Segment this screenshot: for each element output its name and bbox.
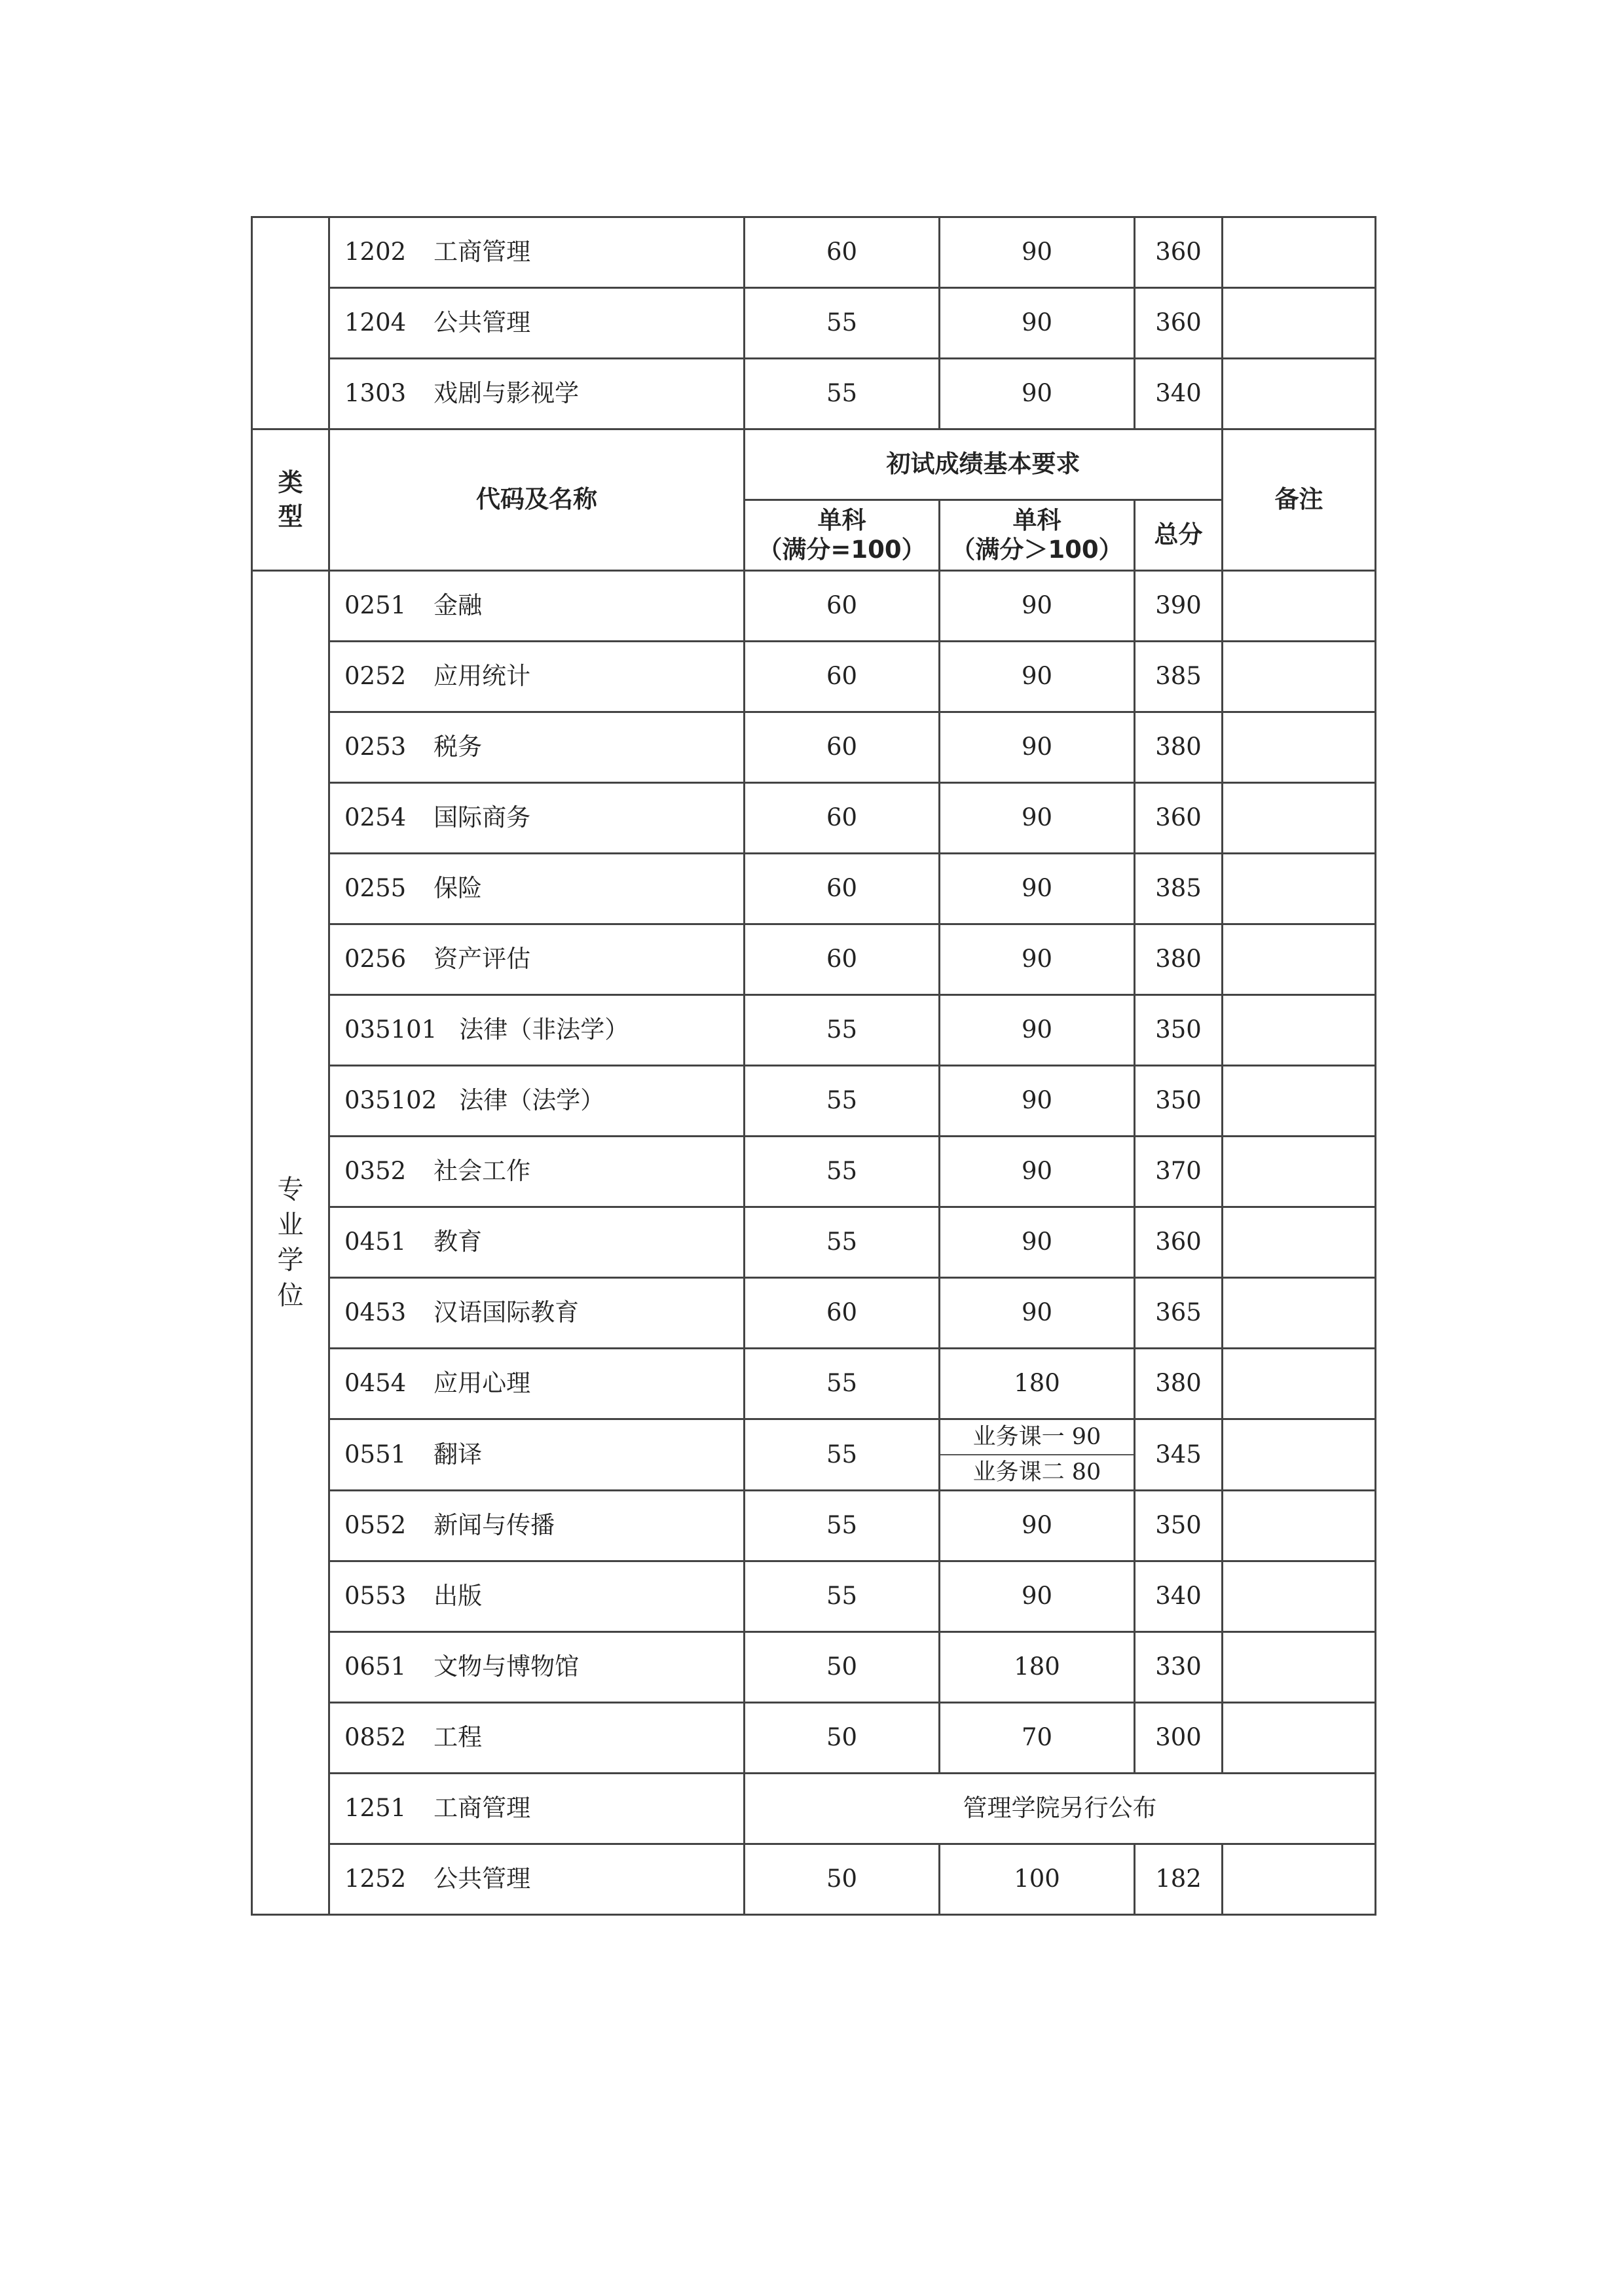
remarks-cell	[1223, 1844, 1376, 1915]
score-single-gt100: 180	[940, 1632, 1135, 1703]
score-single-gt100: 90	[940, 1066, 1135, 1137]
score-total: 390	[1135, 571, 1223, 642]
score-single-gt100: 90	[940, 1207, 1135, 1278]
program-code: 1251	[344, 1794, 407, 1823]
program-name: 新闻与传播	[434, 1511, 555, 1540]
remarks-cell	[1223, 1207, 1376, 1278]
table-row	[252, 924, 1376, 995]
program-name-cell	[329, 1774, 745, 1844]
header-remarks: 备注	[1223, 429, 1376, 571]
score-single-100: 60	[745, 783, 940, 854]
score-total: 380	[1135, 712, 1223, 783]
remarks-cell	[1223, 217, 1376, 288]
score-single-gt100: 90	[940, 1278, 1135, 1349]
score-single-gt100: 90	[940, 288, 1135, 359]
program-name: 汉语国际教育	[434, 1298, 580, 1327]
program-name: 工商管理	[434, 238, 531, 266]
table-row	[252, 1278, 1376, 1349]
score-single-gt100: 90	[940, 995, 1135, 1066]
score-total: 340	[1135, 1561, 1223, 1632]
score-single-100: 55	[745, 1419, 940, 1491]
program-code: 0254	[344, 803, 407, 832]
score-single-100: 55	[745, 1491, 940, 1561]
score-single-100: 55	[745, 359, 940, 429]
program-name: 资产评估	[434, 945, 531, 974]
remarks-cell	[1223, 1137, 1376, 1207]
score-total: 385	[1135, 854, 1223, 924]
program-name: 文物与博物馆	[434, 1652, 580, 1681]
program-name: 法律（非法学）	[459, 1015, 629, 1044]
score-single-gt100: 90	[940, 642, 1135, 712]
score-single-gt100: 90	[940, 359, 1135, 429]
program-code: 0256	[344, 945, 407, 974]
header-code-name: 代码及名称	[329, 429, 745, 571]
score-single-gt100: 90	[940, 783, 1135, 854]
table-row	[252, 571, 1376, 642]
score-single-gt100: 90	[940, 924, 1135, 995]
score-single-100: 55	[745, 1066, 940, 1137]
program-name-cell	[329, 1349, 745, 1419]
header-total: 总分	[1135, 500, 1223, 571]
remarks-cell	[1223, 995, 1376, 1066]
program-name-cell	[329, 1207, 745, 1278]
score-total: 350	[1135, 1491, 1223, 1561]
table-row	[252, 1419, 1376, 1491]
score-single-100: 60	[745, 854, 940, 924]
score-single-100: 60	[745, 1278, 940, 1349]
program-name-cell	[329, 854, 745, 924]
table-row	[252, 1066, 1376, 1137]
table-row	[252, 1632, 1376, 1703]
program-code: 035101	[344, 1015, 437, 1044]
program-name: 工商管理	[434, 1794, 531, 1823]
score-total: 360	[1135, 217, 1223, 288]
score-total: 182	[1135, 1844, 1223, 1915]
score-single-100: 60	[745, 642, 940, 712]
remarks-cell	[1223, 571, 1376, 642]
header-single-gt100	[940, 500, 1135, 571]
program-code: 1202	[344, 238, 407, 266]
program-name-cell	[329, 217, 745, 288]
table-row	[252, 995, 1376, 1066]
header-requirement: 初试成绩基本要求	[745, 429, 1223, 500]
score-single-100: 50	[745, 1703, 940, 1774]
table-row	[252, 1561, 1376, 1632]
separate-announcement-note: 管理学院另行公布	[745, 1774, 1376, 1844]
score-single-gt100: 70	[940, 1703, 1135, 1774]
program-name-cell	[329, 1491, 745, 1561]
remarks-cell	[1223, 1561, 1376, 1632]
program-name: 应用心理	[434, 1369, 531, 1398]
score-single-100: 50	[745, 1632, 940, 1703]
score-single-gt100: 90	[940, 854, 1135, 924]
score-requirements-table	[251, 216, 1376, 1916]
program-name-cell	[329, 1066, 745, 1137]
score-single-100: 55	[745, 1207, 940, 1278]
score-single-100: 60	[745, 571, 940, 642]
score-single-100: 55	[745, 1349, 940, 1419]
header-single-gt100-line2: （满分＞100）	[951, 535, 1123, 564]
score-single-100: 55	[745, 995, 940, 1066]
score-total: 350	[1135, 1066, 1223, 1137]
program-name-cell	[329, 924, 745, 995]
table-row	[252, 359, 1376, 429]
remarks-cell	[1223, 854, 1376, 924]
program-name-cell	[329, 359, 745, 429]
score-total: 385	[1135, 642, 1223, 712]
score-single-gt100-split	[940, 1419, 1135, 1491]
subject-two-score: 业务课二 80	[972, 1459, 1101, 1485]
header-single-100-line1: 单科	[817, 506, 866, 535]
program-name-cell	[329, 995, 745, 1066]
table-row	[252, 1137, 1376, 1207]
table-row	[252, 288, 1376, 359]
score-single-100: 60	[745, 924, 940, 995]
program-code: 0551	[344, 1440, 407, 1468]
score-single-gt100: 90	[940, 712, 1135, 783]
program-name: 金融	[434, 591, 483, 620]
score-total: 380	[1135, 1349, 1223, 1419]
program-name: 公共管理	[434, 1865, 531, 1893]
score-total: 380	[1135, 924, 1223, 995]
remarks-cell	[1223, 1419, 1376, 1491]
program-code: 0553	[344, 1582, 407, 1611]
program-code: 0454	[344, 1369, 407, 1398]
score-total: 360	[1135, 288, 1223, 359]
program-code: 1204	[344, 308, 407, 337]
score-single-gt100: 90	[940, 1561, 1135, 1632]
header-single-100	[745, 500, 940, 571]
score-total: 345	[1135, 1419, 1223, 1491]
table-row	[252, 1207, 1376, 1278]
remarks-cell	[1223, 924, 1376, 995]
type-cell-continued	[252, 217, 329, 429]
table-row	[252, 1703, 1376, 1774]
remarks-cell	[1223, 1491, 1376, 1561]
program-code: 0552	[344, 1511, 407, 1540]
score-single-gt100: 100	[940, 1844, 1135, 1915]
program-name: 翻译	[434, 1440, 483, 1468]
score-single-gt100: 90	[940, 217, 1135, 288]
program-name: 法律（法学）	[459, 1086, 605, 1115]
score-total: 330	[1135, 1632, 1223, 1703]
remarks-cell	[1223, 1632, 1376, 1703]
header-type	[252, 429, 329, 571]
program-name: 社会工作	[434, 1157, 531, 1186]
remarks-cell	[1223, 642, 1376, 712]
type-label: 专业学位	[277, 1175, 304, 1311]
program-name-cell	[329, 1561, 745, 1632]
remarks-cell	[1223, 712, 1376, 783]
table-row	[252, 1774, 1376, 1844]
program-code: 1303	[344, 379, 407, 408]
score-total: 300	[1135, 1703, 1223, 1774]
score-single-100: 55	[745, 1561, 940, 1632]
program-name: 应用统计	[434, 662, 531, 691]
program-code: 0451	[344, 1228, 407, 1256]
score-total: 340	[1135, 359, 1223, 429]
remarks-cell	[1223, 1703, 1376, 1774]
program-name: 公共管理	[434, 308, 531, 337]
subject-one-score: 业务课一 90	[940, 1420, 1134, 1455]
program-name-cell	[329, 1703, 745, 1774]
table-row	[252, 217, 1376, 288]
program-name-cell	[329, 1419, 745, 1491]
table-row	[252, 1491, 1376, 1561]
score-total: 370	[1135, 1137, 1223, 1207]
program-name-cell	[329, 1844, 745, 1915]
score-total: 360	[1135, 783, 1223, 854]
program-code: 0253	[344, 733, 407, 761]
program-name-cell	[329, 642, 745, 712]
type-cell-professional	[252, 571, 329, 1915]
program-name-cell	[329, 1137, 745, 1207]
program-code: 0852	[344, 1723, 407, 1752]
score-single-100: 55	[745, 288, 940, 359]
remarks-cell	[1223, 288, 1376, 359]
program-name-cell	[329, 712, 745, 783]
score-single-100: 50	[745, 1844, 940, 1915]
remarks-cell	[1223, 359, 1376, 429]
remarks-cell	[1223, 1066, 1376, 1137]
program-name: 工程	[434, 1723, 483, 1752]
program-code: 0651	[344, 1652, 407, 1681]
score-single-gt100: 90	[940, 1137, 1135, 1207]
table-row	[252, 854, 1376, 924]
program-name-cell	[329, 783, 745, 854]
score-total: 365	[1135, 1278, 1223, 1349]
program-name: 税务	[434, 733, 483, 761]
remarks-cell	[1223, 1349, 1376, 1419]
header-row	[252, 429, 1376, 500]
score-single-100: 60	[745, 217, 940, 288]
program-name: 保险	[434, 874, 483, 903]
table-row	[252, 1349, 1376, 1419]
table-row	[252, 642, 1376, 712]
program-code: 0255	[344, 874, 407, 903]
table-row	[252, 1844, 1376, 1915]
program-code: 0251	[344, 591, 407, 620]
program-name: 出版	[434, 1582, 483, 1611]
score-total: 360	[1135, 1207, 1223, 1278]
score-single-gt100: 90	[940, 1491, 1135, 1561]
remarks-cell	[1223, 783, 1376, 854]
score-total: 350	[1135, 995, 1223, 1066]
header-type-label: 类型	[278, 468, 303, 531]
score-single-100: 55	[745, 1137, 940, 1207]
program-code: 0252	[344, 662, 407, 691]
program-name: 戏剧与影视学	[434, 379, 580, 408]
program-code: 1252	[344, 1865, 407, 1893]
program-code: 035102	[344, 1086, 437, 1115]
score-single-gt100: 180	[940, 1349, 1135, 1419]
table-row	[252, 783, 1376, 854]
score-single-gt100: 90	[940, 571, 1135, 642]
score-single-100: 60	[745, 712, 940, 783]
program-code: 0453	[344, 1298, 407, 1327]
program-name-cell	[329, 1632, 745, 1703]
header-single-100-line2: （满分=100）	[758, 535, 926, 564]
program-name-cell	[329, 571, 745, 642]
header-single-gt100-line1: 单科	[1012, 506, 1061, 535]
program-name-cell	[329, 1278, 745, 1349]
program-name: 教育	[434, 1228, 483, 1256]
program-name-cell	[329, 288, 745, 359]
table-row	[252, 712, 1376, 783]
program-code: 0352	[344, 1157, 407, 1186]
remarks-cell	[1223, 1278, 1376, 1349]
program-name: 国际商务	[434, 803, 531, 832]
